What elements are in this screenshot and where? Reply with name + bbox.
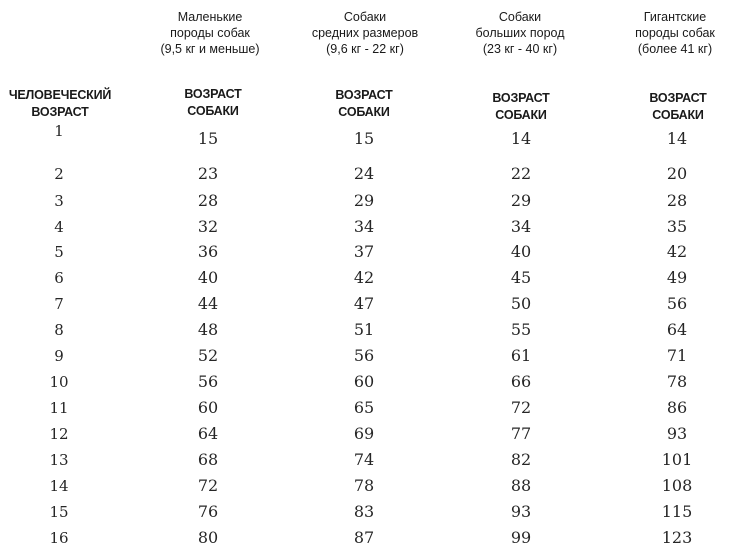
header-line: СОБАКИ [187,104,239,118]
dog-age-cell: 93 [510,502,532,521]
dog-age-cell: 101 [661,450,693,469]
dog-age-cell: 71 [666,346,688,365]
dog-age-cell: 66 [510,372,532,391]
column-title-large [450,9,590,57]
column-title-line: (более 41 кг) [637,42,713,56]
dog-age-cell: 123 [661,528,693,547]
header-line: СОБАКИ [338,105,390,119]
dog-age-cell: 23 [197,164,219,183]
dog-age-cell: 50 [510,294,532,313]
dog-age-header-giant [618,90,738,124]
dog-age-cell: 82 [510,450,532,469]
human-age-cell: 14 [49,477,69,495]
dog-age-cell: 69 [353,424,375,443]
human-age-cell: 1 [54,122,64,140]
dog-age-cell: 49 [666,268,688,287]
column-title-line: (9,6 кг - 22 кг) [326,42,404,56]
column-title-line: породы собак [635,26,715,40]
dog-age-cell: 28 [666,191,688,210]
dog-age-cell: 36 [197,242,219,261]
human-age-cell: 15 [49,503,69,521]
column-title-line: больших пород [475,26,565,40]
dog-age-cell: 68 [197,450,219,469]
dog-age-cell: 83 [353,502,375,521]
human-age-cell: 16 [49,529,69,547]
dog-age-cell: 72 [510,398,532,417]
dog-age-cell: 40 [197,268,219,287]
dog-age-cell: 15 [197,129,219,148]
dog-age-cell: 29 [353,191,375,210]
dog-age-cell: 93 [666,424,688,443]
dog-age-cell: 29 [510,191,532,210]
human-age-cell: 10 [49,373,69,391]
dog-age-cell: 80 [197,528,219,547]
human-age-cell: 4 [54,218,64,236]
header-line: ВОЗРАСТ [335,88,393,102]
dog-age-cell: 56 [353,346,375,365]
dog-age-cell: 24 [353,164,375,183]
column-title-line: Собаки [498,10,542,24]
dog-age-cell: 72 [197,476,219,495]
column-title-line: (9,5 кг и меньше) [160,42,260,56]
column-title-line: Маленькие [177,10,243,24]
dog-age-cell: 42 [353,268,375,287]
human-age-cell: 12 [49,425,69,443]
dog-age-cell: 65 [353,398,375,417]
dog-age-cell: 56 [197,372,219,391]
dog-age-cell: 78 [353,476,375,495]
human-age-cell: 8 [54,321,64,339]
header-line: СОБАКИ [495,108,547,122]
header-line: СОБАКИ [652,108,704,122]
column-title-medium [295,9,435,57]
dog-age-cell: 48 [197,320,219,339]
dog-age-cell: 74 [353,450,375,469]
dog-age-cell: 42 [666,242,688,261]
dog-age-cell: 99 [510,528,532,547]
header-line: ВОЗРАСТ [31,105,89,119]
dog-age-cell: 78 [666,372,688,391]
dog-age-cell: 52 [197,346,219,365]
column-title-line: средних размеров [311,26,419,40]
dog-age-cell: 60 [197,398,219,417]
human-age-cell: 3 [54,192,64,210]
dog-age-cell: 108 [661,476,693,495]
dog-age-header-small [153,86,273,120]
column-title-line: Собаки [343,10,387,24]
human-age-header [0,87,120,121]
human-age-cell: 9 [54,347,64,365]
human-age-cell: 5 [54,243,64,261]
dog-age-cell: 76 [197,502,219,521]
dog-age-cell: 22 [510,164,532,183]
dog-age-cell: 60 [353,372,375,391]
header-line: ЧЕЛОВЕЧЕСКИЙ [8,88,112,102]
human-age-cell: 13 [49,451,69,469]
dog-age-cell: 88 [510,476,532,495]
human-age-cell: 7 [54,295,64,313]
dog-age-cell: 86 [666,398,688,417]
dog-age-cell: 14 [666,129,688,148]
header-line: ВОЗРАСТ [184,87,242,101]
dog-age-cell: 115 [661,502,693,521]
column-title-giant [605,9,745,57]
dog-age-cell: 55 [510,320,532,339]
dog-age-cell: 64 [197,424,219,443]
dog-age-cell: 56 [666,294,688,313]
dog-age-cell: 47 [353,294,375,313]
human-age-cell: 2 [54,165,64,183]
dog-age-cell: 34 [353,217,375,236]
dog-age-cell: 32 [197,217,219,236]
dog-age-cell: 40 [510,242,532,261]
column-title-line: породы собак [170,26,250,40]
dog-age-cell: 37 [353,242,375,261]
dog-age-cell: 87 [353,528,375,547]
dog-age-cell: 61 [510,346,532,365]
header-line: ВОЗРАСТ [492,91,550,105]
dog-age-cell: 51 [353,320,375,339]
human-age-cell: 6 [54,269,64,287]
column-title-line: Гигантские [643,10,707,24]
column-title-line: (23 кг - 40 кг) [482,42,558,56]
dog-age-cell: 45 [510,268,532,287]
dog-age-cell: 14 [510,129,532,148]
dog-age-cell: 44 [197,294,219,313]
dog-age-header-medium [304,87,424,121]
dog-age-header-large [461,90,581,124]
dog-age-cell: 34 [510,217,532,236]
human-age-cell: 11 [49,399,69,417]
dog-age-cell: 35 [666,217,688,236]
column-title-small [140,9,280,57]
header-line: ВОЗРАСТ [649,91,707,105]
dog-age-cell: 28 [197,191,219,210]
dog-age-cell: 77 [510,424,532,443]
dog-age-cell: 64 [666,320,688,339]
dog-age-cell: 15 [353,129,375,148]
dog-age-cell: 20 [666,164,688,183]
